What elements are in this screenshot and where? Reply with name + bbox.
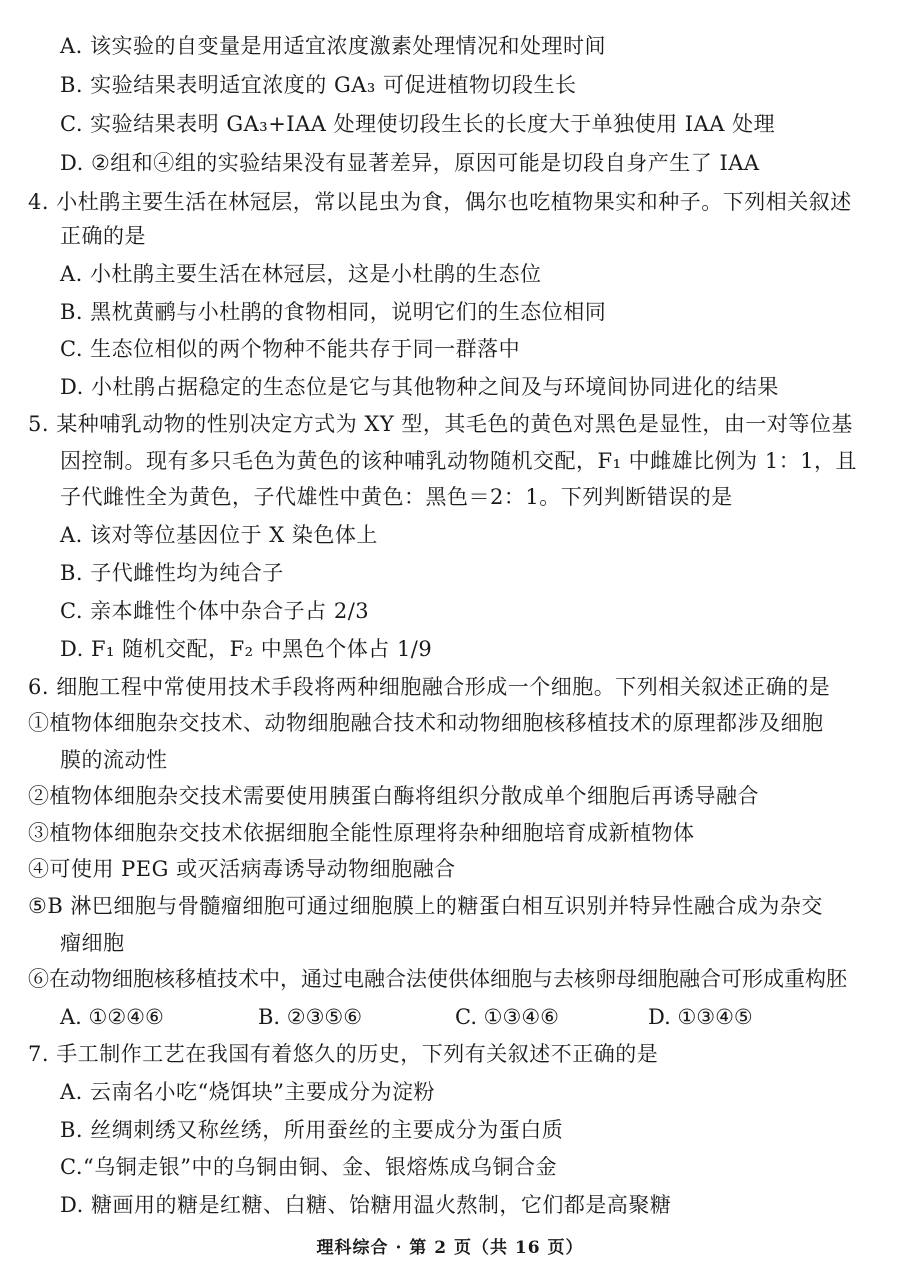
q7-stem: 7. 手工制作工艺在我国有着悠久的历史，下列有关叙述不正确的是 [28, 1042, 659, 1066]
q5-option-c: C. 亲本雌性个体中杂合子占 2/3 [60, 599, 370, 623]
q4-option-a: A. 小杜鹃主要生活在林冠层，这是小杜鹃的生态位 [60, 262, 542, 286]
q7-option-b: B. 丝绸刺绣又称丝绣，所用蚕丝的主要成分为蛋白质 [60, 1118, 564, 1142]
q3-option-a: A. 该实验的自变量是用适宜浓度激素处理情况和处理时间 [60, 34, 607, 58]
q5-stem-line3: 子代雌性全为黄色，子代雄性中黄色：黑色＝2：1。下列判断错误的是 [60, 485, 733, 509]
q7-option-c: C.“乌铜走银”中的乌铜由铜、金、银熔炼成乌铜合金 [60, 1155, 557, 1179]
q6-stem: 6. 细胞工程中常使用技术手段将两种细胞融合形成一个细胞。下列相关叙述正确的是 [28, 675, 831, 699]
q5-stem-line1: 5. 某种哺乳动物的性别决定方式为 XY 型，其毛色的黄色对黑色是显性，由一对等位基 [28, 412, 853, 436]
q3-option-c: C. 实验结果表明 GA₃+IAA 处理使切段生长的长度大于单独使用 IAA 处理 [60, 112, 776, 136]
q6-statement-2: ②植物体细胞杂交技术需要使用胰蛋白酶将组织分散成单个细胞后再诱导融合 [28, 784, 759, 808]
q6-choice-a: A. ①②④⑥ [60, 1005, 164, 1029]
q6-choice-b: B. ②③⑤⑥ [258, 1005, 363, 1029]
q6-statement-5-line1: ⑤B 淋巴细胞与骨髓瘤细胞可通过细胞膜上的糖蛋白相互识别并特异性融合成为杂交 [28, 894, 823, 918]
q6-statement-5-line2: 瘤细胞 [60, 931, 125, 955]
q5-option-d: D. F₁ 随机交配，F₂ 中黑色个体占 1/9 [60, 637, 433, 661]
q6-statement-1-line2: 膜的流动性 [60, 748, 168, 772]
q7-option-d: D. 糖画用的糖是红糖、白糖、饴糖用温火熬制，它们都是高聚糖 [60, 1193, 672, 1217]
q4-option-d: D. 小杜鹃占据稳定的生态位是它与其他物种之间及与环境间协同进化的结果 [60, 375, 779, 399]
q4-option-c: C. 生态位相似的两个物种不能共存于同一群落中 [60, 337, 521, 361]
q6-statement-1-line1: ①植物体细胞杂交技术、动物细胞融合技术和动物细胞核移植技术的原理都涉及细胞 [28, 711, 824, 735]
q4-stem-line2: 正确的是 [60, 224, 146, 248]
q6-statement-4: ④可使用 PEG 或灭活病毒诱导动物细胞融合 [28, 857, 456, 881]
q6-statement-3: ③植物体细胞杂交技术依据细胞全能性原理将杂种细胞培育成新植物体 [28, 821, 695, 845]
q3-option-d: D. ②组和④组的实验结果没有显著差异，原因可能是切段自身产生了 IAA [60, 151, 760, 175]
page-footer: 理科综合 · 第 2 页（共 16 页） [316, 1238, 584, 1258]
q4-option-b: B. 黑枕黄鹂与小杜鹃的食物相同，说明它们的生态位相同 [60, 300, 607, 324]
q5-option-a: A. 该对等位基因位于 X 染色体上 [60, 523, 378, 547]
q3-option-b: B. 实验结果表明适宜浓度的 GA₃ 可促进植物切段生长 [60, 73, 577, 97]
q6-choice-c: C. ①③④⑥ [455, 1005, 559, 1029]
q6-statement-6: ⑥在动物细胞核移植技术中，通过电融合法使供体细胞与去核卵母细胞融合可形成重构胚 [28, 967, 847, 991]
q4-stem-line1: 4. 小杜鹃主要生活在林冠层，常以昆虫为食，偶尔也吃植物果实和种子。下列相关叙述 [28, 190, 852, 214]
q5-option-b: B. 子代雌性均为纯合子 [60, 561, 284, 585]
q5-stem-line2: 因控制。现有多只毛色为黄色的该种哺乳动物随机交配，F₁ 中雌雄比例为 1：1，且 [60, 449, 858, 473]
q7-option-a: A. 云南名小吃“烧饵块”主要成分为淀粉 [60, 1080, 435, 1104]
q6-choice-d: D. ①③④⑤ [648, 1005, 753, 1029]
